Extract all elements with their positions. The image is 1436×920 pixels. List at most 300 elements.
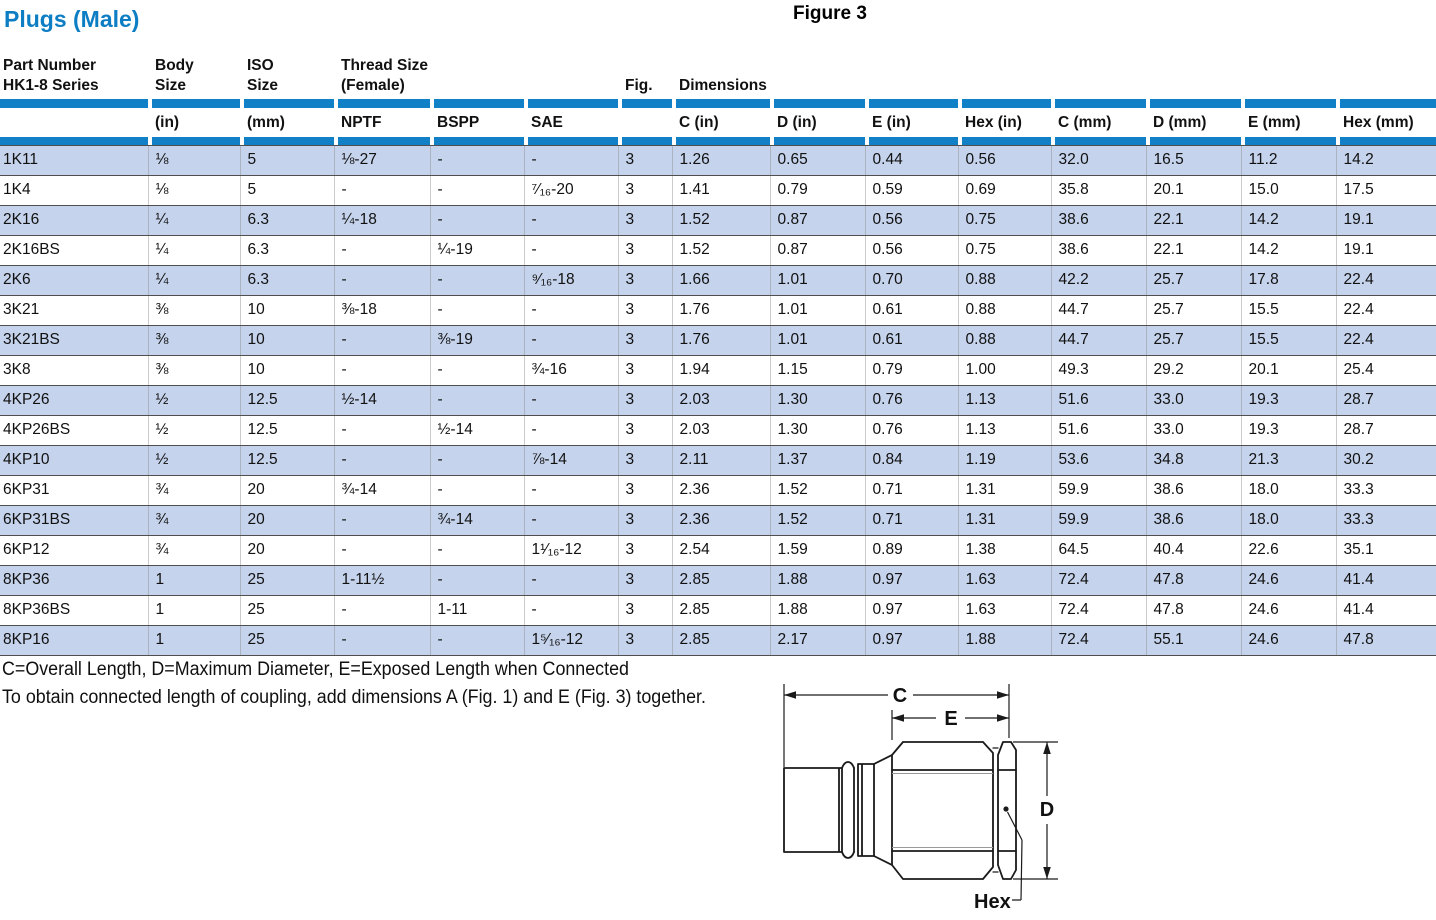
dim-label-d: D — [1039, 799, 1055, 821]
value-cell: 0.75 — [958, 205, 1051, 235]
value-cell: - — [524, 595, 618, 625]
value-cell: 41.4 — [1336, 565, 1436, 595]
value-cell: 14.2 — [1241, 235, 1336, 265]
value-cell: 1.41 — [672, 175, 770, 205]
blue-bar-segment — [430, 137, 524, 145]
value-cell: 1⁵⁄₁₆-12 — [524, 625, 618, 655]
value-cell: ¾-14 — [334, 475, 430, 505]
value-cell: ⅜ — [148, 295, 240, 325]
value-cell: 3 — [618, 625, 672, 655]
value-cell: 0.87 — [770, 235, 865, 265]
value-cell: 59.9 — [1051, 475, 1146, 505]
value-cell: - — [430, 265, 524, 295]
table-row — [0, 415, 1436, 445]
sub-header-cell: (mm) — [240, 108, 334, 137]
value-cell: 14.2 — [1336, 145, 1436, 175]
blue-bar-segment — [334, 137, 430, 145]
value-cell: 0.61 — [865, 325, 958, 355]
table-row — [0, 595, 1436, 625]
blue-bar-segment — [334, 99, 430, 108]
value-cell: - — [524, 415, 618, 445]
value-cell: 53.6 — [1051, 445, 1146, 475]
value-cell: 3 — [618, 265, 672, 295]
table-row — [0, 325, 1436, 355]
value-cell: ¼-18 — [334, 205, 430, 235]
value-cell: 64.5 — [1051, 535, 1146, 565]
value-cell: 2.36 — [672, 475, 770, 505]
value-cell: 0.79 — [865, 355, 958, 385]
value-cell: 24.6 — [1241, 565, 1336, 595]
value-cell: 28.7 — [1336, 385, 1436, 415]
value-cell: - — [524, 325, 618, 355]
value-cell: 25 — [240, 625, 334, 655]
value-cell: 22.1 — [1146, 235, 1241, 265]
blue-bar-bottom — [0, 137, 1436, 145]
value-cell: 28.7 — [1336, 415, 1436, 445]
value-cell: ⅞-14 — [524, 445, 618, 475]
value-cell: - — [524, 235, 618, 265]
value-cell: 15.5 — [1241, 325, 1336, 355]
value-cell: - — [334, 535, 430, 565]
value-cell: 0.61 — [865, 295, 958, 325]
value-cell: - — [430, 565, 524, 595]
table-row — [0, 175, 1436, 205]
part-number-cell: 2K16 — [0, 205, 148, 235]
value-cell: ½-14 — [430, 415, 524, 445]
value-cell: 1.31 — [958, 475, 1051, 505]
value-cell: ⅛ — [148, 175, 240, 205]
value-cell: 0.76 — [865, 415, 958, 445]
value-cell: 1.76 — [672, 295, 770, 325]
value-cell: ⅛-27 — [334, 145, 430, 175]
value-cell: ½ — [148, 445, 240, 475]
value-cell: ½ — [148, 415, 240, 445]
value-cell: 44.7 — [1051, 295, 1146, 325]
value-cell: 1 — [148, 625, 240, 655]
part-number-cell: 4KP26 — [0, 385, 148, 415]
value-cell: - — [334, 325, 430, 355]
blue-bar-segment — [1051, 137, 1146, 145]
value-cell: 10 — [240, 355, 334, 385]
sub-header-cell: Hex (in) — [958, 108, 1051, 137]
table-row — [0, 475, 1436, 505]
value-cell: 1.00 — [958, 355, 1051, 385]
blue-bar-segment — [865, 99, 958, 108]
value-cell: 32.0 — [1051, 145, 1146, 175]
value-cell: 3 — [618, 475, 672, 505]
value-cell: 3 — [618, 355, 672, 385]
part-number-cell: 6KP31BS — [0, 505, 148, 535]
value-cell: 18.0 — [1241, 475, 1336, 505]
value-cell: 47.8 — [1336, 625, 1436, 655]
value-cell: 1.88 — [770, 595, 865, 625]
table-row — [0, 205, 1436, 235]
value-cell: 0.97 — [865, 595, 958, 625]
value-cell: ¾ — [148, 535, 240, 565]
footnote-legend: C=Overall Length, D=Maximum Diameter, E=Exposed Length when Connected — [2, 659, 629, 680]
value-cell: 1 — [148, 565, 240, 595]
value-cell: 29.2 — [1146, 355, 1241, 385]
col-group-iso-size: ISO Size — [247, 57, 279, 94]
value-cell: 17.5 — [1336, 175, 1436, 205]
value-cell: 1.76 — [672, 325, 770, 355]
value-cell: 3 — [618, 235, 672, 265]
value-cell: 1-11 — [430, 595, 524, 625]
col-group-thread-size: Thread Size (Female) — [341, 57, 428, 94]
value-cell: 2.85 — [672, 595, 770, 625]
value-cell: 0.44 — [865, 145, 958, 175]
value-cell: 12.5 — [240, 415, 334, 445]
part-number-cell: 3K8 — [0, 355, 148, 385]
value-cell: 38.6 — [1146, 475, 1241, 505]
value-cell: - — [430, 625, 524, 655]
value-cell: ⅜-19 — [430, 325, 524, 355]
blue-bar-segment — [958, 99, 1051, 108]
value-cell: 41.4 — [1336, 595, 1436, 625]
table-row — [0, 565, 1436, 595]
value-cell: 25.7 — [1146, 325, 1241, 355]
blue-bar-segment — [618, 137, 672, 145]
value-cell: 1.94 — [672, 355, 770, 385]
value-cell: 1.15 — [770, 355, 865, 385]
figure-label: Figure 3 — [793, 3, 867, 24]
blue-bar-segment — [240, 137, 334, 145]
blue-bar-segment — [770, 99, 865, 108]
value-cell: 3 — [618, 505, 672, 535]
value-cell: 14.2 — [1241, 205, 1336, 235]
value-cell: - — [524, 205, 618, 235]
spec-table-body — [0, 145, 1436, 655]
value-cell: 18.0 — [1241, 505, 1336, 535]
value-cell: ⅜-18 — [334, 295, 430, 325]
value-cell: 33.3 — [1336, 505, 1436, 535]
value-cell: 47.8 — [1146, 565, 1241, 595]
value-cell: 0.88 — [958, 265, 1051, 295]
blue-bar-segment — [770, 137, 865, 145]
footnote-instruction: To obtain connected length of coupling, add dimensions A (Fig. 1) and E (Fig. 3) together. — [2, 686, 706, 708]
value-cell: ⅜ — [148, 355, 240, 385]
value-cell: - — [334, 595, 430, 625]
value-cell: 44.7 — [1051, 325, 1146, 355]
dim-label-hex: Hex — [974, 891, 1011, 913]
value-cell: 59.9 — [1051, 505, 1146, 535]
plug-technical-drawing — [760, 668, 1070, 920]
value-cell: 15.0 — [1241, 175, 1336, 205]
value-cell: 1-11½ — [334, 565, 430, 595]
blue-bar-segment — [672, 99, 770, 108]
plugs-spec-table — [0, 52, 1436, 656]
part-number-cell: 1K4 — [0, 175, 148, 205]
value-cell: 20.1 — [1146, 175, 1241, 205]
value-cell: - — [334, 265, 430, 295]
group-header-row — [0, 52, 1436, 99]
value-cell: - — [430, 175, 524, 205]
value-cell: 25.7 — [1146, 295, 1241, 325]
dimension-lines — [784, 684, 1058, 900]
value-cell: 6.3 — [240, 235, 334, 265]
facet-shading — [892, 774, 993, 848]
value-cell: 35.1 — [1336, 535, 1436, 565]
value-cell: ¼ — [148, 265, 240, 295]
value-cell: 1.13 — [958, 415, 1051, 445]
value-cell: 1.88 — [770, 565, 865, 595]
value-cell: 22.6 — [1241, 535, 1336, 565]
value-cell: - — [334, 415, 430, 445]
part-number-cell: 2K16BS — [0, 235, 148, 265]
value-cell: 22.4 — [1336, 325, 1436, 355]
value-cell: 47.8 — [1146, 595, 1241, 625]
table-row — [0, 145, 1436, 175]
value-cell: ⅜ — [148, 325, 240, 355]
value-cell: 3 — [618, 565, 672, 595]
sub-header-cell: C (mm) — [1051, 108, 1146, 137]
part-number-cell: 3K21BS — [0, 325, 148, 355]
table-row — [0, 235, 1436, 265]
value-cell: 1.52 — [770, 505, 865, 535]
value-cell: 22.4 — [1336, 265, 1436, 295]
value-cell: - — [524, 505, 618, 535]
value-cell: 2.11 — [672, 445, 770, 475]
value-cell: 1.26 — [672, 145, 770, 175]
value-cell: - — [334, 175, 430, 205]
value-cell: 0.97 — [865, 565, 958, 595]
sub-header-cell: C (in) — [672, 108, 770, 137]
value-cell: 6.3 — [240, 205, 334, 235]
value-cell: 40.4 — [1146, 535, 1241, 565]
value-cell: 3 — [618, 325, 672, 355]
value-cell: 1.59 — [770, 535, 865, 565]
value-cell: 0.76 — [865, 385, 958, 415]
value-cell: 3 — [618, 595, 672, 625]
value-cell: 20.1 — [1241, 355, 1336, 385]
sub-header-cell: SAE — [524, 108, 618, 137]
value-cell: 0.87 — [770, 205, 865, 235]
table-row — [0, 505, 1436, 535]
value-cell: 33.3 — [1336, 475, 1436, 505]
value-cell: 2.54 — [672, 535, 770, 565]
part-number-cell: 4KP10 — [0, 445, 148, 475]
value-cell: - — [524, 145, 618, 175]
value-cell: 0.70 — [865, 265, 958, 295]
blue-bar-segment — [1241, 137, 1336, 145]
value-cell: 72.4 — [1051, 565, 1146, 595]
value-cell: 38.6 — [1146, 505, 1241, 535]
value-cell: 19.1 — [1336, 205, 1436, 235]
value-cell: 1.01 — [770, 295, 865, 325]
value-cell: 2.85 — [672, 625, 770, 655]
value-cell: 20 — [240, 535, 334, 565]
part-number-cell: 8KP16 — [0, 625, 148, 655]
blue-bar-segment — [430, 99, 524, 108]
value-cell: 1 — [148, 595, 240, 625]
value-cell: 0.69 — [958, 175, 1051, 205]
blue-bar-segment — [524, 99, 618, 108]
part-number-cell: 8KP36BS — [0, 595, 148, 625]
value-cell: 1.01 — [770, 265, 865, 295]
value-cell: ⅛ — [148, 145, 240, 175]
value-cell: 2.17 — [770, 625, 865, 655]
value-cell: 1.37 — [770, 445, 865, 475]
value-cell: 49.3 — [1051, 355, 1146, 385]
blue-bar-segment — [1336, 99, 1436, 108]
table-row — [0, 445, 1436, 475]
value-cell: 24.6 — [1241, 595, 1336, 625]
dim-label-e: E — [944, 708, 958, 730]
value-cell: 2.03 — [672, 415, 770, 445]
blue-bar-segment — [1336, 137, 1436, 145]
value-cell: 0.88 — [958, 325, 1051, 355]
page-title: Plugs (Male) — [4, 6, 140, 32]
value-cell: - — [430, 295, 524, 325]
value-cell: 2.03 — [672, 385, 770, 415]
part-number-cell: 6KP31 — [0, 475, 148, 505]
value-cell: 0.71 — [865, 475, 958, 505]
value-cell: 33.0 — [1146, 385, 1241, 415]
value-cell: - — [334, 625, 430, 655]
value-cell: 1.30 — [770, 385, 865, 415]
value-cell: 1.31 — [958, 505, 1051, 535]
value-cell: ¼-19 — [430, 235, 524, 265]
sub-header-cell: BSPP — [430, 108, 524, 137]
value-cell: ¾ — [148, 475, 240, 505]
value-cell: 1.52 — [770, 475, 865, 505]
value-cell: 34.8 — [1146, 445, 1241, 475]
value-cell: 1.63 — [958, 565, 1051, 595]
table-row — [0, 355, 1436, 385]
value-cell: 20 — [240, 505, 334, 535]
value-cell: 10 — [240, 295, 334, 325]
value-cell: 20 — [240, 475, 334, 505]
sub-header-cell: NPTF — [334, 108, 430, 137]
sub-header-cell — [618, 108, 672, 137]
value-cell: 11.2 — [1241, 145, 1336, 175]
value-cell: - — [430, 535, 524, 565]
blue-bar-segment — [618, 99, 672, 108]
sub-header-cell: D (mm) — [1146, 108, 1241, 137]
value-cell: ¼ — [148, 235, 240, 265]
blue-bar-segment — [148, 137, 240, 145]
value-cell: 12.5 — [240, 445, 334, 475]
blue-bar-segment — [524, 137, 618, 145]
value-cell: 33.0 — [1146, 415, 1241, 445]
part-number-cell: 3K21 — [0, 295, 148, 325]
sub-header-cell: E (in) — [865, 108, 958, 137]
value-cell: 1.30 — [770, 415, 865, 445]
blue-bar-segment — [865, 137, 958, 145]
value-cell: - — [430, 355, 524, 385]
value-cell: 0.84 — [865, 445, 958, 475]
value-cell: 12.5 — [240, 385, 334, 415]
table-row — [0, 385, 1436, 415]
col-group-dimensions: Dimensions — [679, 77, 767, 94]
value-cell: 51.6 — [1051, 415, 1146, 445]
value-cell: 19.3 — [1241, 415, 1336, 445]
value-cell: 38.6 — [1051, 235, 1146, 265]
dim-label-c: C — [892, 685, 908, 707]
value-cell: 16.5 — [1146, 145, 1241, 175]
value-cell: 1.01 — [770, 325, 865, 355]
value-cell: - — [334, 445, 430, 475]
value-cell: 2.36 — [672, 505, 770, 535]
value-cell: ½-14 — [334, 385, 430, 415]
value-cell: 25 — [240, 565, 334, 595]
value-cell: 17.8 — [1241, 265, 1336, 295]
value-cell: 0.56 — [958, 145, 1051, 175]
value-cell: 19.3 — [1241, 385, 1336, 415]
value-cell: - — [334, 235, 430, 265]
blue-bar-segment — [1146, 137, 1241, 145]
value-cell: - — [524, 295, 618, 325]
value-cell: 6.3 — [240, 265, 334, 295]
blue-bar-segment — [240, 99, 334, 108]
value-cell: 0.79 — [770, 175, 865, 205]
value-cell: 30.2 — [1336, 445, 1436, 475]
value-cell: ¾ — [148, 505, 240, 535]
value-cell: 25.7 — [1146, 265, 1241, 295]
value-cell: 0.56 — [865, 235, 958, 265]
value-cell: 2.85 — [672, 565, 770, 595]
blue-bar-segment — [0, 137, 148, 145]
blue-bar-segment — [148, 99, 240, 108]
value-cell: 1.63 — [958, 595, 1051, 625]
part-number-cell: 2K6 — [0, 265, 148, 295]
value-cell: - — [430, 145, 524, 175]
value-cell: 1.52 — [672, 205, 770, 235]
col-group-body-size: Body Size — [155, 57, 194, 94]
value-cell: 3 — [618, 415, 672, 445]
value-cell: 3 — [618, 145, 672, 175]
value-cell: 0.71 — [865, 505, 958, 535]
value-cell: 5 — [240, 145, 334, 175]
value-cell: 3 — [618, 445, 672, 475]
value-cell: 42.2 — [1051, 265, 1146, 295]
blue-bar-segment — [958, 137, 1051, 145]
value-cell: 0.56 — [865, 205, 958, 235]
value-cell: 55.1 — [1146, 625, 1241, 655]
value-cell: - — [430, 385, 524, 415]
value-cell: 10 — [240, 325, 334, 355]
value-cell: 72.4 — [1051, 625, 1146, 655]
value-cell: - — [524, 565, 618, 595]
value-cell: 0.88 — [958, 295, 1051, 325]
value-cell: 3 — [618, 295, 672, 325]
value-cell: 0.89 — [865, 535, 958, 565]
value-cell: 35.8 — [1051, 175, 1146, 205]
value-cell: 1.66 — [672, 265, 770, 295]
blue-bar-top — [0, 99, 1436, 108]
value-cell: 51.6 — [1051, 385, 1146, 415]
value-cell: 21.3 — [1241, 445, 1336, 475]
value-cell: 15.5 — [1241, 295, 1336, 325]
table-row — [0, 625, 1436, 655]
col-group-part-number: Part Number HK1-8 Series — [3, 57, 99, 94]
value-cell: - — [334, 505, 430, 535]
value-cell: ¾-16 — [524, 355, 618, 385]
value-cell: 25 — [240, 595, 334, 625]
value-cell: 22.4 — [1336, 295, 1436, 325]
sub-header-cell: (in) — [148, 108, 240, 137]
value-cell: 1.38 — [958, 535, 1051, 565]
value-cell: ¾-14 — [430, 505, 524, 535]
table-row — [0, 295, 1436, 325]
value-cell: 25.4 — [1336, 355, 1436, 385]
value-cell: 1.19 — [958, 445, 1051, 475]
value-cell: ⁹⁄₁₆-18 — [524, 265, 618, 295]
value-cell: 3 — [618, 385, 672, 415]
value-cell: - — [334, 355, 430, 385]
value-cell: 22.1 — [1146, 205, 1241, 235]
table-row — [0, 265, 1436, 295]
